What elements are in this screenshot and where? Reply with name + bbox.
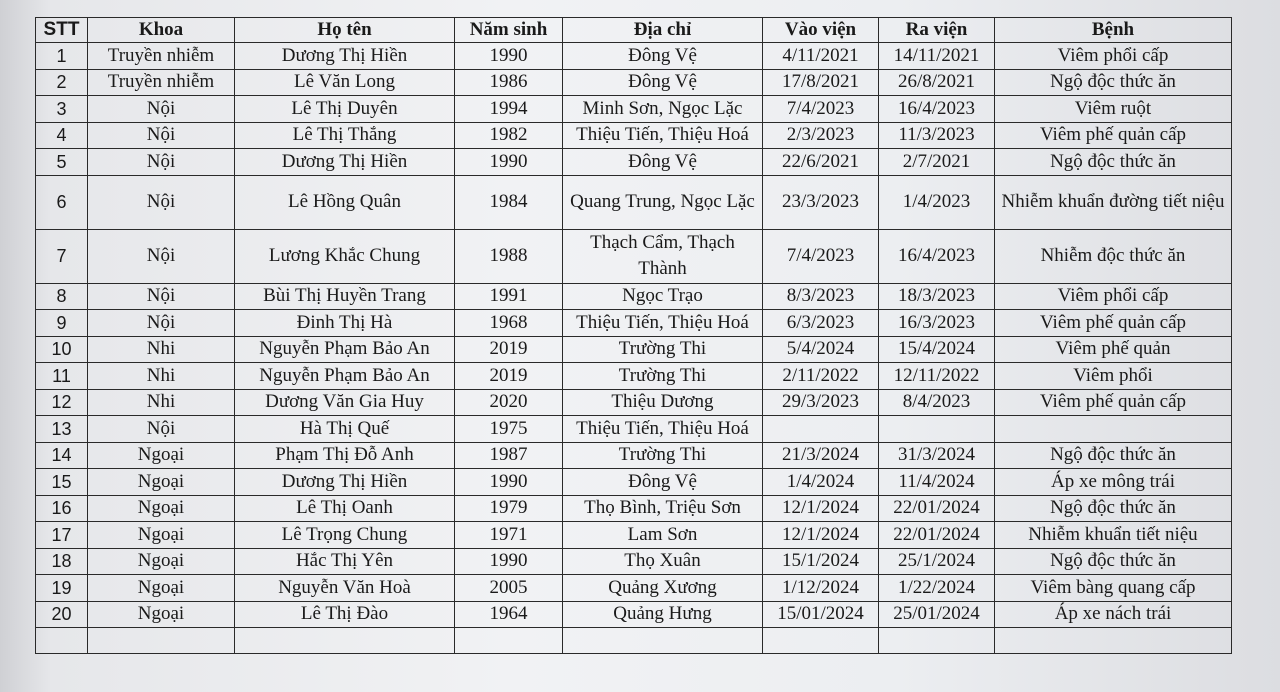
table-body (36, 43, 1232, 654)
cell-stt: 17 (36, 522, 88, 549)
cell-nam-sinh: 1990 (455, 469, 563, 496)
cell-ho-ten: Nguyễn Văn Hoà (235, 575, 455, 602)
cell-nam-sinh: 1987 (455, 442, 563, 469)
cell-benh: Viêm bàng quang cấp (995, 575, 1232, 602)
cell-nam-sinh: 1968 (455, 310, 563, 337)
empty-row (36, 628, 1232, 654)
cell-khoa: Nội (88, 96, 235, 123)
cell-vao-vien: 22/6/2021 (763, 149, 879, 176)
cell-ra-vien: 11/3/2023 (879, 122, 995, 149)
cell-vao-vien: 2/3/2023 (763, 122, 879, 149)
cell-ra-vien: 8/4/2023 (879, 389, 995, 416)
table-row (36, 229, 1232, 283)
cell-vao-vien: 29/3/2023 (763, 389, 879, 416)
cell-stt: 18 (36, 548, 88, 575)
cell-khoa: Ngoại (88, 469, 235, 496)
cell-ra-vien: 22/01/2024 (879, 522, 995, 549)
cell-khoa: Nội (88, 175, 235, 229)
cell-dia-chi: Quang Trung, Ngọc Lặc (563, 175, 763, 229)
cell-ho-ten: Dương Văn Gia Huy (235, 389, 455, 416)
cell-benh: Ngộ độc thức ăn (995, 495, 1232, 522)
cell-nam-sinh: 2005 (455, 575, 563, 602)
cell-stt: 13 (36, 416, 88, 443)
cell-stt: 12 (36, 389, 88, 416)
cell-stt: 4 (36, 122, 88, 149)
cell-dia-chi: Thạch Cẩm, Thạch Thành (563, 229, 763, 283)
cell-dia-chi: Thọ Xuân (563, 548, 763, 575)
cell-benh: Viêm ruột (995, 96, 1232, 123)
cell-ho-ten: Lê Thị Thắng (235, 122, 455, 149)
cell-nam-sinh: 2019 (455, 363, 563, 390)
cell-ra-vien: 26/8/2021 (879, 69, 995, 96)
empty-cell (995, 628, 1232, 654)
cell-stt: 11 (36, 363, 88, 390)
cell-vao-vien: 1/12/2024 (763, 575, 879, 602)
cell-khoa: Truyền nhiễm (88, 43, 235, 70)
cell-ho-ten: Phạm Thị Đỗ Anh (235, 442, 455, 469)
table-row (36, 389, 1232, 416)
cell-ho-ten: Lê Thị Duyên (235, 96, 455, 123)
cell-nam-sinh: 1982 (455, 122, 563, 149)
cell-ho-ten: Lê Văn Long (235, 69, 455, 96)
cell-ho-ten: Lương Khắc Chung (235, 229, 455, 283)
table-row (36, 175, 1232, 229)
cell-ho-ten: Hắc Thị Yên (235, 548, 455, 575)
cell-khoa: Nhi (88, 336, 235, 363)
cell-dia-chi: Ngọc Trạo (563, 283, 763, 310)
cell-ra-vien: 11/4/2024 (879, 469, 995, 496)
header-stt: STT (36, 18, 88, 43)
cell-vao-vien: 15/1/2024 (763, 548, 879, 575)
cell-benh: Nhiễm độc thức ăn (995, 229, 1232, 283)
cell-ho-ten: Lê Thị Oanh (235, 495, 455, 522)
cell-nam-sinh: 1979 (455, 495, 563, 522)
cell-ra-vien: 1/22/2024 (879, 575, 995, 602)
cell-nam-sinh: 1990 (455, 43, 563, 70)
cell-ho-ten: Nguyễn Phạm Bảo An (235, 363, 455, 390)
header-nam-sinh: Năm sinh (455, 18, 563, 43)
cell-ra-vien: 16/4/2023 (879, 229, 995, 283)
cell-stt: 1 (36, 43, 88, 70)
cell-ra-vien: 15/4/2024 (879, 336, 995, 363)
cell-benh: Ngộ độc thức ăn (995, 548, 1232, 575)
table-row (36, 336, 1232, 363)
cell-ho-ten: Lê Hồng Quân (235, 175, 455, 229)
cell-ra-vien: 18/3/2023 (879, 283, 995, 310)
cell-stt: 16 (36, 495, 88, 522)
cell-ra-vien: 25/1/2024 (879, 548, 995, 575)
cell-vao-vien: 5/4/2024 (763, 336, 879, 363)
cell-benh: Viêm phế quản cấp (995, 310, 1232, 337)
table-row (36, 149, 1232, 176)
table-row (36, 43, 1232, 70)
cell-vao-vien: 7/4/2023 (763, 96, 879, 123)
cell-ra-vien: 2/7/2021 (879, 149, 995, 176)
cell-khoa: Nội (88, 122, 235, 149)
table-row (36, 363, 1232, 390)
cell-vao-vien: 8/3/2023 (763, 283, 879, 310)
header-khoa: Khoa (88, 18, 235, 43)
cell-vao-vien: 15/01/2024 (763, 601, 879, 628)
cell-ho-ten: Bùi Thị Huyền Trang (235, 283, 455, 310)
cell-nam-sinh: 1984 (455, 175, 563, 229)
cell-vao-vien: 2/11/2022 (763, 363, 879, 390)
cell-nam-sinh: 1990 (455, 548, 563, 575)
cell-ho-ten: Hà Thị Quế (235, 416, 455, 443)
cell-stt: 19 (36, 575, 88, 602)
cell-dia-chi: Thiệu Tiến, Thiệu Hoá (563, 416, 763, 443)
cell-khoa: Ngoại (88, 601, 235, 628)
table-row (36, 310, 1232, 337)
cell-khoa: Nội (88, 310, 235, 337)
cell-stt: 20 (36, 601, 88, 628)
cell-ho-ten: Đinh Thị Hà (235, 310, 455, 337)
cell-khoa: Ngoại (88, 522, 235, 549)
cell-dia-chi: Đông Vệ (563, 43, 763, 70)
table-row (36, 522, 1232, 549)
cell-nam-sinh: 1991 (455, 283, 563, 310)
cell-khoa: Nội (88, 416, 235, 443)
cell-khoa: Nội (88, 283, 235, 310)
cell-benh: Viêm phế quản cấp (995, 389, 1232, 416)
cell-benh: Viêm phổi cấp (995, 43, 1232, 70)
cell-ra-vien (879, 416, 995, 443)
cell-benh: Nhiễm khuẩn tiết niệu (995, 522, 1232, 549)
cell-nam-sinh: 1990 (455, 149, 563, 176)
cell-nam-sinh: 1964 (455, 601, 563, 628)
cell-nam-sinh: 1988 (455, 229, 563, 283)
cell-ho-ten: Dương Thị Hiền (235, 469, 455, 496)
cell-ho-ten: Lê Trọng Chung (235, 522, 455, 549)
cell-dia-chi: Quảng Xương (563, 575, 763, 602)
cell-dia-chi: Đông Vệ (563, 69, 763, 96)
cell-khoa: Nhi (88, 389, 235, 416)
cell-benh: Ngộ độc thức ăn (995, 69, 1232, 96)
cell-ho-ten: Dương Thị Hiền (235, 149, 455, 176)
table-row (36, 575, 1232, 602)
cell-benh: Áp xe mông trái (995, 469, 1232, 496)
cell-nam-sinh: 1986 (455, 69, 563, 96)
table-row (36, 469, 1232, 496)
cell-dia-chi: Thiệu Tiến, Thiệu Hoá (563, 310, 763, 337)
cell-nam-sinh: 1975 (455, 416, 563, 443)
cell-dia-chi: Thiệu Tiến, Thiệu Hoá (563, 122, 763, 149)
cell-benh: Ngộ độc thức ăn (995, 442, 1232, 469)
cell-benh: Nhiễm khuẩn đường tiết niệu (995, 175, 1232, 229)
cell-ho-ten: Lê Thị Đào (235, 601, 455, 628)
cell-dia-chi: Đông Vệ (563, 469, 763, 496)
cell-vao-vien: 12/1/2024 (763, 522, 879, 549)
cell-dia-chi: Thọ Bình, Triệu Sơn (563, 495, 763, 522)
cell-khoa: Nội (88, 229, 235, 283)
cell-ra-vien: 16/4/2023 (879, 96, 995, 123)
cell-dia-chi: Trường Thi (563, 336, 763, 363)
cell-dia-chi: Đông Vệ (563, 149, 763, 176)
empty-cell (763, 628, 879, 654)
cell-ra-vien: 16/3/2023 (879, 310, 995, 337)
cell-vao-vien (763, 416, 879, 443)
cell-ra-vien: 1/4/2023 (879, 175, 995, 229)
cell-dia-chi: Quảng Hưng (563, 601, 763, 628)
header-dia-chi: Địa chỉ (563, 18, 763, 43)
cell-benh: Viêm phổi cấp (995, 283, 1232, 310)
empty-cell (36, 628, 88, 654)
cell-ra-vien: 12/11/2022 (879, 363, 995, 390)
cell-stt: 10 (36, 336, 88, 363)
empty-cell (563, 628, 763, 654)
cell-vao-vien: 21/3/2024 (763, 442, 879, 469)
cell-stt: 6 (36, 175, 88, 229)
cell-dia-chi: Minh Sơn, Ngọc Lặc (563, 96, 763, 123)
cell-nam-sinh: 2020 (455, 389, 563, 416)
cell-vao-vien: 12/1/2024 (763, 495, 879, 522)
cell-dia-chi: Lam Sơn (563, 522, 763, 549)
table-row (36, 96, 1232, 123)
table-row (36, 69, 1232, 96)
cell-benh: Viêm phế quản (995, 336, 1232, 363)
cell-stt: 2 (36, 69, 88, 96)
cell-benh: Viêm phổi (995, 363, 1232, 390)
cell-khoa: Nội (88, 149, 235, 176)
cell-vao-vien: 1/4/2024 (763, 469, 879, 496)
cell-khoa: Truyền nhiễm (88, 69, 235, 96)
cell-dia-chi: Trường Thi (563, 363, 763, 390)
patient-table (35, 17, 1232, 654)
cell-benh: Viêm phế quản cấp (995, 122, 1232, 149)
cell-nam-sinh: 1994 (455, 96, 563, 123)
cell-benh: Ngộ độc thức ăn (995, 149, 1232, 176)
cell-vao-vien: 17/8/2021 (763, 69, 879, 96)
cell-ho-ten: Nguyễn Phạm Bảo An (235, 336, 455, 363)
table-row (36, 442, 1232, 469)
table-row (36, 601, 1232, 628)
cell-khoa: Nhi (88, 363, 235, 390)
cell-khoa: Ngoại (88, 495, 235, 522)
cell-benh (995, 416, 1232, 443)
header-row (36, 18, 1232, 43)
cell-nam-sinh: 1971 (455, 522, 563, 549)
table-row (36, 122, 1232, 149)
cell-vao-vien: 23/3/2023 (763, 175, 879, 229)
table-row (36, 548, 1232, 575)
cell-stt: 7 (36, 229, 88, 283)
cell-ra-vien: 31/3/2024 (879, 442, 995, 469)
table-row (36, 283, 1232, 310)
cell-vao-vien: 7/4/2023 (763, 229, 879, 283)
cell-stt: 15 (36, 469, 88, 496)
empty-cell (455, 628, 563, 654)
table-row (36, 495, 1232, 522)
cell-dia-chi: Trường Thi (563, 442, 763, 469)
table-row (36, 416, 1232, 443)
cell-vao-vien: 6/3/2023 (763, 310, 879, 337)
empty-cell (235, 628, 455, 654)
cell-stt: 5 (36, 149, 88, 176)
header-benh: Bệnh (995, 18, 1232, 43)
empty-cell (88, 628, 235, 654)
cell-ho-ten: Dương Thị Hiền (235, 43, 455, 70)
cell-stt: 14 (36, 442, 88, 469)
cell-ra-vien: 25/01/2024 (879, 601, 995, 628)
empty-cell (879, 628, 995, 654)
cell-stt: 3 (36, 96, 88, 123)
header-ra-vien: Ra viện (879, 18, 995, 43)
cell-khoa: Ngoại (88, 548, 235, 575)
cell-nam-sinh: 2019 (455, 336, 563, 363)
cell-ra-vien: 22/01/2024 (879, 495, 995, 522)
cell-benh: Áp xe nách trái (995, 601, 1232, 628)
header-vao-vien: Vào viện (763, 18, 879, 43)
header-ho-ten: Họ tên (235, 18, 455, 43)
cell-dia-chi: Thiệu Dương (563, 389, 763, 416)
cell-vao-vien: 4/11/2021 (763, 43, 879, 70)
cell-stt: 9 (36, 310, 88, 337)
cell-stt: 8 (36, 283, 88, 310)
cell-khoa: Ngoại (88, 442, 235, 469)
cell-khoa: Ngoại (88, 575, 235, 602)
cell-ra-vien: 14/11/2021 (879, 43, 995, 70)
